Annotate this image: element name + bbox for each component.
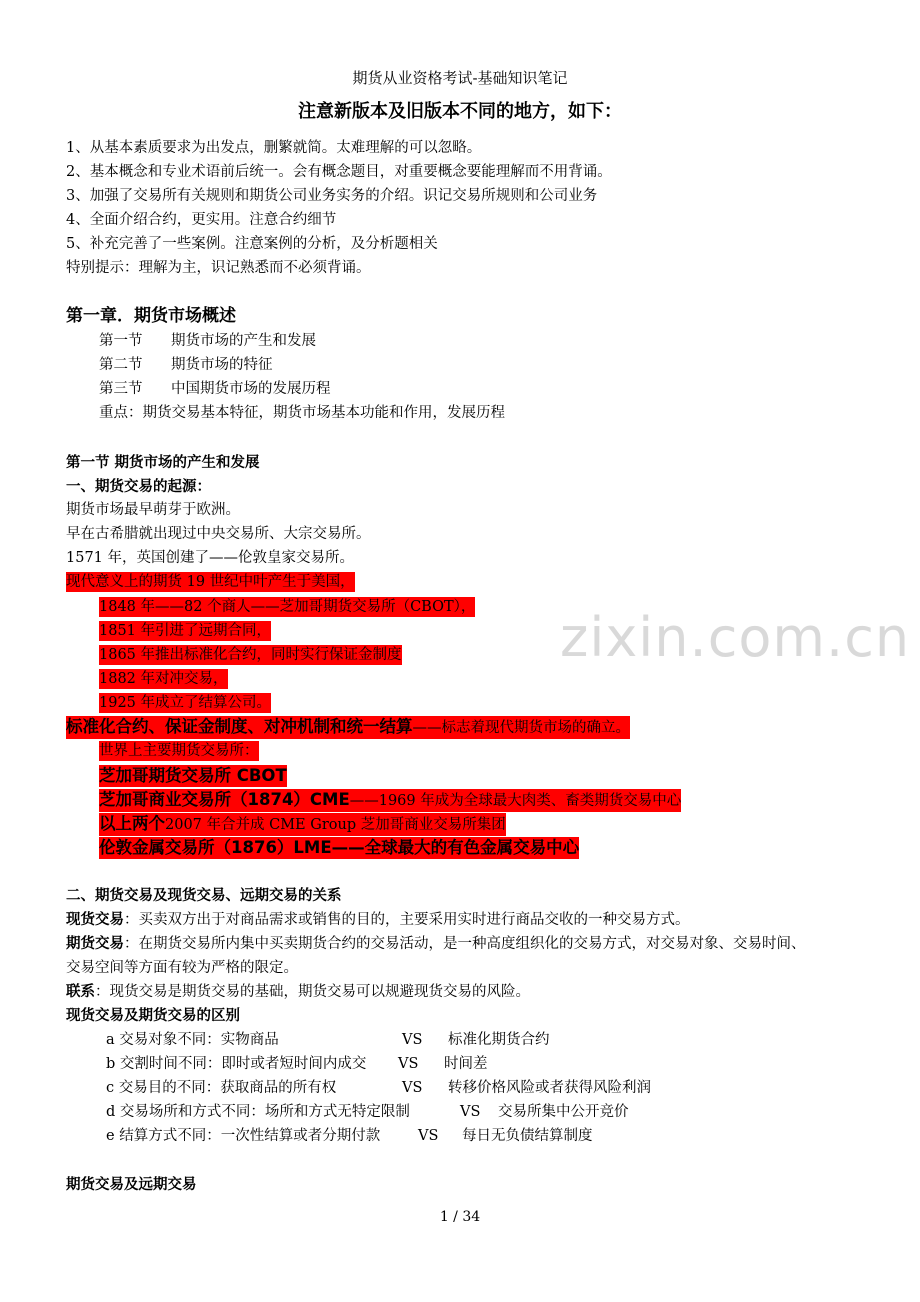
toc-item (99, 331, 316, 351)
text: ——标志着现代期货市场的确立。 (412, 720, 630, 736)
comparison-spot: c 交易目的不同：获取商品的所有权 (106, 1080, 337, 1096)
page-number: 1 / 34 (439, 1209, 481, 1225)
comparison-title: 现货交易及期货交易的区别 (66, 1008, 240, 1024)
bold-text: 标准化合约、保证金制度、对冲机制和统一结算 (66, 717, 413, 736)
exchange-cme (99, 789, 681, 812)
highlighted-line: 现代意义上的期货 19 世纪中叶产生于美国， (66, 574, 355, 590)
definition-text: ：在期货交易所内集中买卖期货合约的交易活动，是一种高度组织化的交易方式，对交易对象、交易时间、 (124, 936, 806, 952)
paragraph: 早在古希腊就出现过中央交易所、大宗交易所。 (66, 526, 371, 542)
highlighted-line: 1851 年引进了远期合同， (99, 623, 272, 639)
highlighted-line: 1865 年推出标准化合约，同时实行保证金制度 (99, 647, 402, 663)
notice-item: 1、从基本素质要求为出发点，删繁就简。太难理解的可以忽略。 (66, 140, 482, 156)
notice-item: 4、全面介绍合约，更实用。注意合约细节 (66, 212, 337, 228)
highlighted-line: 1848 年——82 个商人——芝加哥期货交易所（CBOT）， (99, 599, 476, 615)
definition-futures (66, 934, 806, 954)
key-points: 重点：期货交易基本特征，期货市场基本功能和作用，发展历程 (99, 405, 505, 421)
bold-text: 芝加哥商业交易所（1874）CME (99, 790, 350, 809)
comparison-futures: 交易所集中公开竞价 (498, 1104, 629, 1120)
exchange-lme: 伦敦金属交易所（1876）LME——全球最大的有色金属交易中心 (99, 838, 580, 857)
comparison-futures: 时间差 (444, 1056, 488, 1072)
comparison-row (106, 1102, 629, 1122)
subsection-title: 期货交易及远期交易 (66, 1177, 197, 1193)
comparison-row (106, 1078, 651, 1098)
term-label: 现货交易 (66, 912, 124, 928)
toc-number: 第三节 (99, 381, 143, 397)
paragraph: 期货市场最早萌芽于欧洲。 (66, 502, 240, 518)
comparison-futures: 标准化期货合约 (448, 1032, 550, 1048)
text: 2007 年合并成 CME Group 芝加哥商业交易所集团 (165, 817, 506, 833)
comparison-row (106, 1126, 593, 1146)
notice-item: 2、基本概念和专业术语前后统一。会有概念题目，对重要概念要能理解而不用背诵。 (66, 164, 612, 180)
term-label: 期货交易 (66, 936, 124, 952)
comparison-spot: a 交易对象不同：实物商品 (106, 1032, 279, 1048)
comparison-spot: d 交易场所和方式不同：场所和方式无特定限制 (106, 1104, 410, 1120)
definition-link (66, 982, 530, 1002)
comparison-vs: VS (398, 1056, 419, 1072)
watermark: zixin.com.cn (560, 606, 911, 669)
cme-group-merger (99, 813, 506, 836)
definition-futures-cont: 交易空间等方面有较为严格的限定。 (66, 960, 298, 976)
comparison-vs: VS (418, 1128, 439, 1144)
term-label: 联系 (66, 984, 95, 1000)
comparison-row (106, 1030, 550, 1050)
toc-name: 期货市场的特征 (171, 357, 273, 373)
comparison-spot: e 结算方式不同：一次性结算或者分期付款 (106, 1128, 381, 1144)
definition-text: ：买卖双方出于对商品需求或销售的目的，主要采用实时进行商品交收的一种交易方式。 (124, 912, 690, 928)
definition-text: ：现货交易是期货交易的基础，期货交易可以规避现货交易的风险。 (95, 984, 530, 1000)
comparison-futures: 转移价格风险或者获得风险利润 (448, 1080, 651, 1096)
definition-spot (66, 910, 690, 930)
notice-item: 3、加强了交易所有关规则和期货公司业务实务的介绍。识记交易所规则和公司业务 (66, 188, 598, 204)
special-tip: 特别提示：理解为主，识记熟悉而不必须背诵。 (66, 260, 371, 276)
toc-item (99, 379, 331, 399)
toc-number: 第二节 (99, 357, 143, 373)
comparison-row (106, 1054, 488, 1074)
notice-title: 注意新版本及旧版本不同的地方，如下： (298, 101, 622, 122)
toc-number: 第一节 (99, 333, 143, 349)
highlighted-line (66, 716, 630, 739)
subsection-title: 一、期货交易的起源： (66, 479, 211, 495)
exchange-cbot: 芝加哥期货交易所 CBOT (99, 766, 287, 785)
doc-title: 期货从业资格考试-基础知识笔记 (352, 69, 568, 87)
comparison-vs: VS (460, 1104, 481, 1120)
comparison-spot: b 交割时间不同：即时或者短时间内成交 (106, 1056, 367, 1072)
comparison-futures: 每日无负债结算制度 (462, 1128, 593, 1144)
comparison-vs: VS (402, 1032, 423, 1048)
chapter-title: 第一章．期货市场概述 (66, 306, 236, 326)
highlighted-line: 1925 年成立了结算公司。 (99, 695, 272, 711)
highlighted-line: 世界上主要期货交易所： (99, 743, 259, 759)
text: ——1969 年成为全球最大肉类、畜类期货交易中心 (349, 793, 682, 809)
comparison-vs: VS (402, 1080, 423, 1096)
toc-item (99, 355, 273, 375)
toc-name: 中国期货市场的发展历程 (171, 381, 331, 397)
section-title: 二、期货交易及现货交易、远期交易的关系 (66, 888, 342, 904)
highlighted-line: 1882 年对冲交易， (99, 671, 228, 687)
notice-item: 5、补充完善了一些案例。注意案例的分析，及分析题相关 (66, 236, 438, 252)
section-title: 第一节 期货市场的产生和发展 (66, 455, 260, 471)
paragraph: 1571 年，英国创建了——伦敦皇家交易所。 (66, 550, 355, 566)
bold-text: 以上两个 (99, 814, 165, 833)
toc-name: 期货市场的产生和发展 (171, 333, 316, 349)
